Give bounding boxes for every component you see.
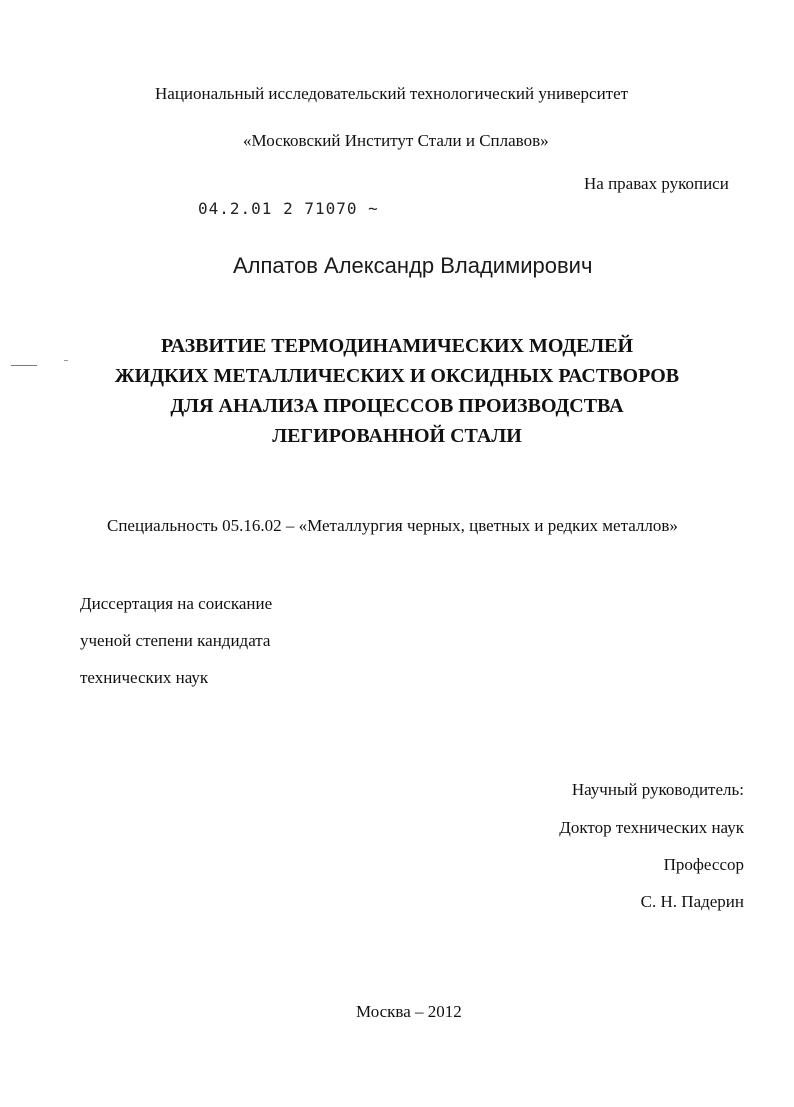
specialty-line: Специальность 05.16.02 – «Металлургия черных, цветных и редких металлов»: [107, 516, 678, 535]
degree-line-1: Диссертация на соискание: [80, 594, 273, 613]
title-line-1: РАЗВИТИЕ ТЕРМОДИНАМИЧЕСКИХ МОДЕЛЕЙ: [160, 335, 634, 357]
university-name: Национальный исследовательский технологический университет: [155, 84, 629, 103]
city-year: Москва – 2012: [356, 1002, 462, 1021]
title-line-3: ДЛЯ АНАЛИЗА ПРОЦЕССОВ ПРОИЗВОДСТВА: [170, 395, 624, 417]
degree-line-3: технических наук: [80, 668, 209, 687]
supervisor-name: С. Н. Падерин: [640, 892, 744, 911]
author-name: Алпатов Александр Владимирович: [233, 253, 593, 278]
institute-name: «Московский Институт Стали и Сплавов»: [243, 131, 549, 150]
degree-line-2: ученой степени кандидата: [80, 631, 271, 650]
supervisor-title: Профессор: [663, 855, 744, 874]
title-line-4: ЛЕГИРОВАННОЙ СТАЛИ: [272, 425, 522, 447]
title-line-2: ЖИДКИХ МЕТАЛЛИЧЕСКИХ И ОКСИДНЫХ РАСТВОРОВ: [114, 365, 680, 387]
dissertation-title: [0, 331, 794, 451]
archive-stamp-number: 04.2.01 2 71070 ~: [198, 199, 379, 218]
supervisor-label: Научный руководитель:: [571, 780, 744, 799]
supervisor-degree: Доктор технических наук: [559, 818, 744, 837]
manuscript-rights-note: На правах рукописи: [584, 174, 729, 193]
